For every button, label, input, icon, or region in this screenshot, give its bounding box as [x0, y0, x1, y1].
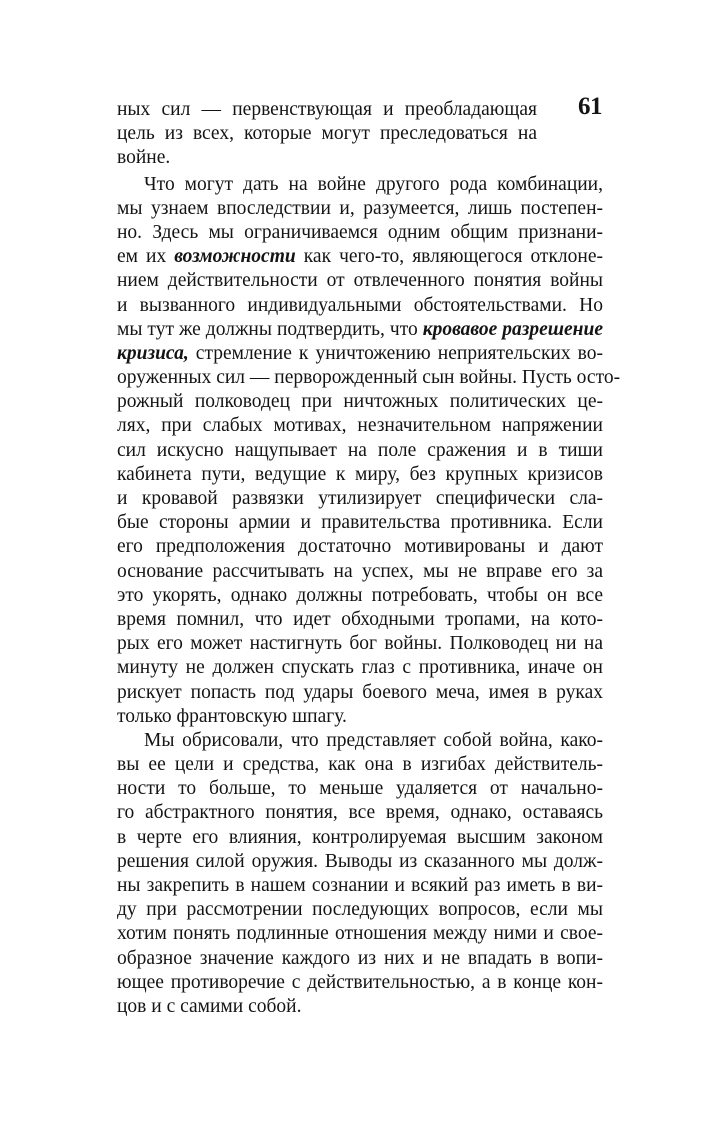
- text-line: [117, 826, 603, 850]
- text-segment: минуту не должен спускать глаз с противника, иначе он: [117, 657, 603, 679]
- text-line: [117, 366, 621, 390]
- text-line: [117, 221, 603, 245]
- text-segment: цов и с самими собой.: [117, 995, 302, 1017]
- text-segment: войне.: [117, 147, 171, 169]
- text-line: [117, 487, 603, 511]
- text-line: [117, 269, 603, 293]
- text-line: [117, 584, 603, 608]
- emphasis-text: возможности: [174, 246, 296, 268]
- text-segment: и вызванного индивидуальными обстоятельствами. Но: [117, 294, 603, 316]
- text-line: [117, 463, 603, 487]
- text-segment: рых его может настигнуть бог войны. Полководец ни на: [117, 633, 603, 655]
- text-segment: бые стороны армии и правительства противника. Если: [117, 512, 603, 534]
- text-segment: мы тут же должны подтвердить, что: [117, 318, 423, 340]
- text-line: [117, 850, 603, 874]
- text-line: [117, 511, 603, 535]
- text-line: [117, 98, 537, 122]
- text-segment: вы ее цели и средства, как она в изгибах действитель-: [117, 754, 603, 776]
- text-segment: Мы обрисовали, что представляет собой война, како-: [144, 729, 603, 751]
- text-segment: стремление к уничтожению неприятельских во-: [188, 342, 603, 364]
- text-line: [117, 560, 603, 584]
- text-line: [117, 632, 603, 656]
- text-segment: Что могут дать на войне другого рода комбинации,: [144, 173, 603, 195]
- text-line: [117, 245, 603, 269]
- text-segment: мы узнаем впоследствии и, разумеется, лишь постепен-: [117, 197, 603, 219]
- text-line: [117, 947, 603, 971]
- text-line: [117, 414, 603, 438]
- text-line: [117, 898, 603, 922]
- text-line: [117, 656, 603, 680]
- text-segment: оруженных сил — перворожденный сын войны. Пусть осто-: [117, 367, 621, 389]
- emphasis-text: кровавое разрешение: [422, 318, 603, 340]
- text-line: [117, 729, 603, 753]
- text-segment: основание рассчитывать на успех, мы не вправе его за: [117, 560, 603, 582]
- text-line: [117, 318, 603, 342]
- text-segment: в черте его влияния, контролируемая высшим законом: [117, 826, 603, 848]
- text-line: [117, 681, 603, 705]
- text-line: [117, 197, 603, 221]
- text-line: [117, 801, 603, 825]
- text-line: [117, 608, 603, 632]
- text-line: [117, 146, 603, 170]
- text-line: [117, 777, 603, 801]
- text-segment: нием действительности от отвлеченного понятия войны: [117, 270, 603, 292]
- text-segment: хотим понять подлинные отношения между ними и свое-: [117, 923, 603, 945]
- text-line: [117, 535, 603, 559]
- text-segment: лях, при слабых мотивах, незначительном напряжении: [117, 415, 603, 437]
- text-line: [117, 294, 603, 318]
- page-number: 61: [578, 93, 602, 120]
- text-segment: ных сил — первенствующая и преобладающая: [117, 99, 537, 120]
- text-segment: ности то больше, то меньше удаляется от начально-: [117, 778, 603, 800]
- text-line: [117, 753, 603, 777]
- text-segment: это укорять, однако должны потребовать, чтобы он все: [117, 584, 603, 606]
- text-line: [117, 971, 603, 995]
- emphasis-text: кризиса,: [117, 342, 189, 364]
- text-line: [117, 390, 603, 414]
- text-segment: ющее противоречие с действительностью, а в конце кон-: [117, 971, 603, 993]
- text-segment: образное значение каждого из них и не впадать в вопи-: [117, 947, 603, 969]
- text-segment: сил искусно нащупывает на поле сражения и в тиши: [117, 439, 603, 461]
- text-line: [117, 995, 603, 1019]
- text-line: [117, 173, 603, 197]
- text-segment: и кровавой развязки утилизирует специфически сла-: [117, 488, 603, 509]
- text-line: [117, 342, 603, 366]
- text-segment: ду при рассмотрении последующих вопросов, если мы: [117, 899, 603, 921]
- text-segment: как чего-то, являющегося отклоне-: [295, 246, 603, 268]
- text-segment: цель из всех, которые могут преследоваться на: [117, 123, 537, 145]
- text-segment: го абстрактного понятия, все время, однако, оставаясь: [117, 802, 603, 824]
- text-segment: время помнил, что идет обходными тропами, на кото-: [117, 608, 603, 630]
- text-segment: только франтовскую шпагу.: [117, 705, 347, 727]
- text-segment: ем их: [117, 246, 175, 268]
- text-segment: рожный полководец при ничтожных политических це-: [117, 391, 603, 413]
- text-segment: его предположения достаточно мотивированы и дают: [117, 536, 603, 558]
- text-line: [117, 922, 603, 946]
- text-line: [117, 705, 603, 729]
- text-line: [117, 874, 603, 898]
- text-segment: но. Здесь мы ограничиваемся одним общим признани-: [117, 221, 603, 243]
- text-line: [117, 122, 537, 146]
- text-line: [117, 439, 603, 463]
- text-segment: решения силой оружия. Выводы из сказанного мы долж-: [117, 850, 603, 872]
- text-segment: ны закрепить в нашем сознании и всякий раз иметь в ви-: [117, 875, 603, 896]
- text-segment: кабинета пути, ведущие к миру, без крупных кризисов: [117, 463, 603, 485]
- body-text: [117, 98, 621, 1019]
- text-segment: рискует попасть под удары боевого меча, имея в руках: [117, 681, 603, 703]
